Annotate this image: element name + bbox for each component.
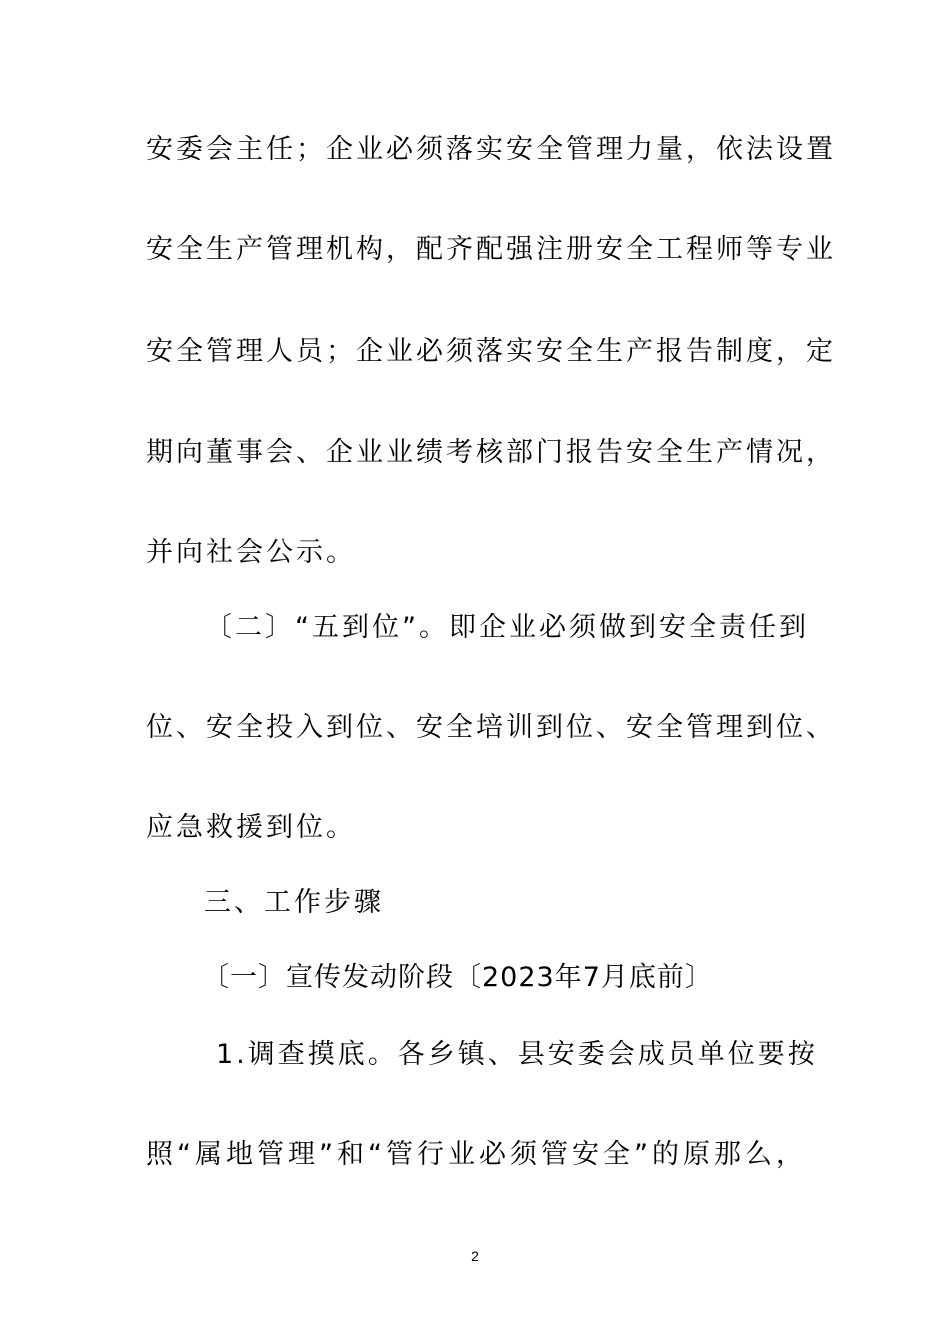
paragraph-line: 安委会主任；企业必须落实安全管理力量，依法设置	[146, 134, 836, 165]
section-heading: 三、工作步骤	[204, 887, 384, 918]
paragraph-line: 应急救援到位。	[146, 812, 356, 843]
paragraph-line: 〔二〕“五到位”。即企业必须做到安全责任到	[205, 612, 809, 643]
paragraph-line: 照“属地管理”和“管行业必须管安全”的原那么，	[146, 1139, 806, 1170]
paragraph-line: 安全管理人员；企业必须落实安全生产报告制度，定	[146, 336, 836, 367]
paragraph-line: 并向社会公示。	[146, 537, 356, 568]
paragraph-line: 期向董事会、企业业绩考核部门报告安全生产情况，	[146, 437, 836, 468]
page-number: 2	[471, 1248, 479, 1264]
paragraph-line: 1.调查摸底。各乡镇、县安委会成员单位要按	[216, 1039, 818, 1070]
paragraph-line: 安全生产管理机构，配齐配强注册安全工程师等专业	[146, 234, 836, 265]
subsection-heading: 〔一〕宣传发动阶段〔2023年7月底前〕	[202, 962, 713, 993]
paragraph-line: 位、安全投入到位、安全培训到位、安全管理到位、	[146, 712, 836, 743]
